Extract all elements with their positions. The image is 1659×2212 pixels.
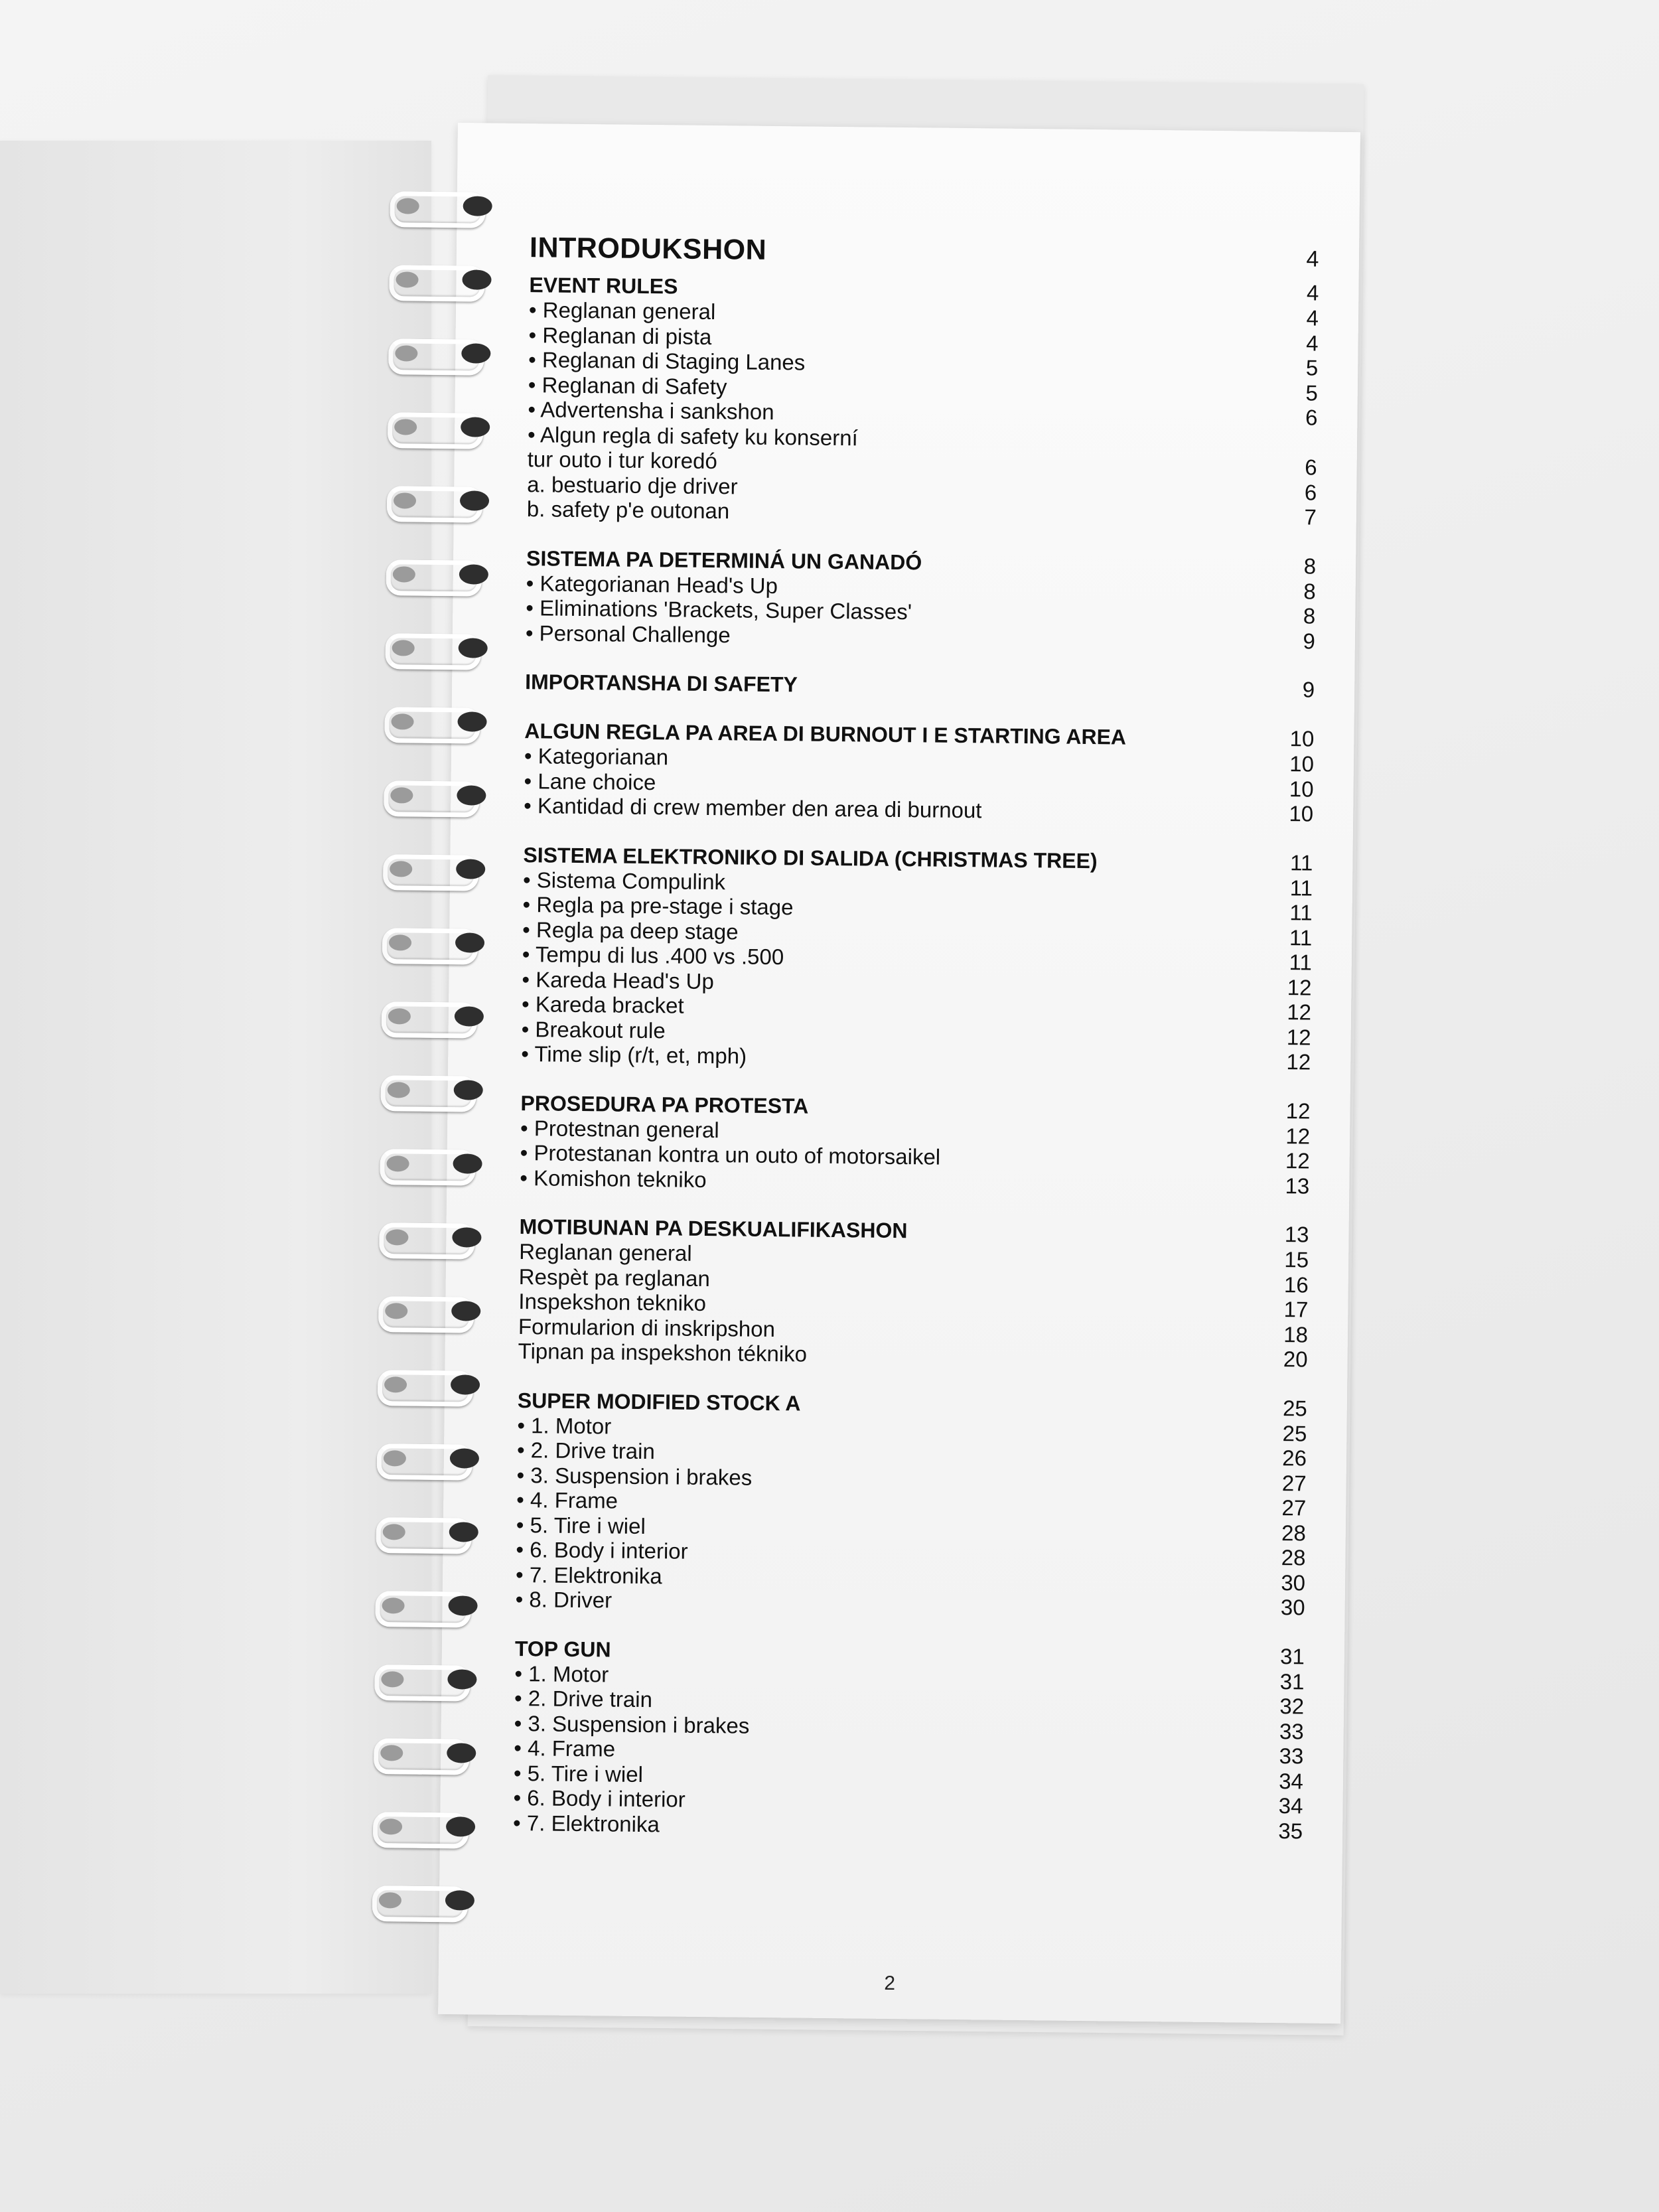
toc-entry-label: • 3. Suspension i brakes bbox=[514, 1710, 750, 1738]
toc-entry-label: • Eliminations 'Brackets, Super Classes' bbox=[526, 595, 912, 625]
toc-entry-label: • Advertensha i sankshon bbox=[528, 397, 774, 425]
toc-section-page: 25 bbox=[1282, 1395, 1307, 1421]
toc-entry-label: • Time slip (r/t, et, mph) bbox=[521, 1041, 747, 1069]
toc-entry-label: • Kantidad di crew member den area di burnout bbox=[524, 793, 982, 823]
spiral-coil bbox=[372, 1880, 472, 1919]
toc-section-page: 9 bbox=[1302, 677, 1315, 702]
toc-section-heading: PROSEDURA PA PROTESTA bbox=[520, 1090, 809, 1118]
spiral-coil bbox=[386, 554, 486, 593]
spiral-coil bbox=[376, 1512, 476, 1550]
toc-entry-page: 34 bbox=[1278, 1793, 1303, 1818]
toc-entry-label: • 6. Body i interior bbox=[513, 1785, 685, 1812]
spiral-coil bbox=[380, 1070, 480, 1108]
toc-entry-page: 32 bbox=[1279, 1694, 1305, 1719]
toc-entry-label: Reglanan general bbox=[519, 1239, 692, 1266]
toc-entry-page: 26 bbox=[1282, 1445, 1307, 1471]
toc-entry-label: • Komishon tekniko bbox=[520, 1165, 707, 1192]
toc-entry-page: 34 bbox=[1278, 1768, 1304, 1793]
toc-section-page: 8 bbox=[1303, 553, 1317, 579]
toc-section-page: 13 bbox=[1284, 1222, 1309, 1247]
spiral-coil bbox=[388, 407, 488, 445]
spiral-coil bbox=[389, 259, 489, 298]
toc-section-page: 12 bbox=[1285, 1098, 1311, 1124]
spiral-coil bbox=[387, 480, 487, 519]
toc-entry-label: Tipnan pa inspekshon tékniko bbox=[518, 1339, 808, 1366]
toc-section-heading: ALGUN REGLA PA AREA DI BURNOUT I E STARTING AREA bbox=[524, 719, 1127, 749]
toc-entry-page: 15 bbox=[1284, 1247, 1309, 1272]
toc-section-heading: SISTEMA PA DETERMINÁ UN GANADÓ bbox=[526, 546, 922, 574]
toc-entry-label: • Reglanan di Safety bbox=[528, 372, 727, 399]
toc-entry-page: 6 bbox=[1305, 455, 1317, 480]
toc-entry-label: • 5. Tire i wiel bbox=[513, 1760, 644, 1787]
toc-entry-label: • Reglanan di Staging Lanes bbox=[528, 347, 806, 375]
toc-section bbox=[524, 718, 1315, 826]
toc-title-page: 4 bbox=[1306, 246, 1320, 272]
toc-entry-label: • Lane choice bbox=[524, 768, 656, 794]
toc-entry-page: 20 bbox=[1283, 1347, 1308, 1372]
toc-entry-page: 9 bbox=[1303, 628, 1316, 654]
toc-section-heading: IMPORTANSHA DI SAFETY bbox=[524, 670, 798, 697]
toc-section-page: 4 bbox=[1306, 280, 1319, 305]
toc-entry-page bbox=[1277, 449, 1317, 450]
toc-section bbox=[518, 1214, 1309, 1372]
spiral-coil bbox=[377, 1438, 477, 1477]
toc-entry-page: 11 bbox=[1289, 900, 1313, 925]
toc-entry-page: 28 bbox=[1281, 1545, 1306, 1570]
spiral-coil bbox=[390, 186, 490, 224]
toc-entry-page: 8 bbox=[1303, 578, 1316, 604]
document-page bbox=[438, 123, 1360, 2024]
toc-section-page: 31 bbox=[1279, 1643, 1305, 1668]
toc-entry-label: • 1. Motor bbox=[517, 1412, 612, 1439]
spiral-coil bbox=[385, 628, 485, 666]
toc-section-heading: TOP GUN bbox=[514, 1636, 611, 1662]
toc-entry-page: 35 bbox=[1278, 1818, 1303, 1843]
toc-entry-label: • 5. Tire i wiel bbox=[516, 1512, 646, 1538]
toc-entry-page: 10 bbox=[1289, 801, 1314, 826]
toc-entry-label: • Protestnan general bbox=[520, 1115, 719, 1142]
spiral-coil bbox=[388, 333, 488, 372]
toc-entry-label: • 2. Drive train bbox=[516, 1438, 656, 1464]
toc-entry-label: • Regla pa deep stage bbox=[522, 917, 739, 944]
toc-entry-page: 12 bbox=[1286, 1049, 1311, 1074]
toc-entry-label: • 1. Motor bbox=[514, 1660, 609, 1687]
toc-entry-page: 12 bbox=[1285, 1123, 1311, 1149]
page-number: 2 bbox=[884, 1972, 896, 1995]
toc-entry-page: 30 bbox=[1280, 1595, 1305, 1620]
toc-entry-page: 5 bbox=[1305, 380, 1319, 406]
toc-section bbox=[516, 1388, 1307, 1620]
table-of-contents bbox=[513, 216, 1319, 1843]
toc-entry-page: 6 bbox=[1304, 479, 1317, 505]
toc-entry-label: a. bestuario dje driver bbox=[527, 471, 738, 498]
toc-entry-page: 18 bbox=[1283, 1321, 1309, 1347]
toc-entry-label: • 4. Frame bbox=[516, 1487, 618, 1513]
toc-entry-label: • Protestanan kontra un outo of motorsaikel bbox=[520, 1140, 941, 1169]
toc-entry-label: • Sistema Compulink bbox=[522, 867, 726, 894]
toc-section-heading: SUPER MODIFIED STOCK A bbox=[517, 1388, 801, 1416]
toc-section bbox=[527, 272, 1319, 530]
toc-entry-label: • 7. Elektronika bbox=[515, 1562, 662, 1588]
toc-title: INTRODUKSHON bbox=[529, 232, 767, 266]
toc-section-page: 10 bbox=[1289, 726, 1315, 751]
spiral-coil bbox=[380, 1143, 480, 1182]
toc-entry-page: 27 bbox=[1281, 1470, 1307, 1496]
toc-entry-page: 4 bbox=[1306, 330, 1319, 356]
toc-entry-label: • Personal Challenge bbox=[525, 620, 731, 647]
toc-section bbox=[520, 1090, 1311, 1199]
spiral-coil bbox=[384, 775, 484, 814]
toc-entry-page: 11 bbox=[1289, 950, 1313, 975]
toc-entry-page: 33 bbox=[1279, 1743, 1304, 1769]
toc-entry-label: • Kareda bracket bbox=[521, 992, 684, 1018]
toc-entry-label: tur outo i tur koredó bbox=[527, 447, 718, 474]
toc-section bbox=[513, 1636, 1305, 1844]
toc-entry-label: • 4. Frame bbox=[514, 1735, 616, 1761]
spiral-coil bbox=[373, 1806, 473, 1845]
toc-title-row bbox=[530, 216, 1320, 272]
spiral-coil bbox=[374, 1733, 474, 1771]
spiral-coil bbox=[382, 922, 482, 961]
toc-entry-page: 16 bbox=[1283, 1272, 1309, 1297]
spiral-coil bbox=[384, 701, 484, 740]
toc-entry-page: 11 bbox=[1289, 924, 1313, 950]
toc-entry-label: • 3. Suspension i brakes bbox=[516, 1462, 753, 1490]
spiral-coil bbox=[378, 1291, 478, 1329]
toc-entry-label: • Regla pa pre-stage i stage bbox=[522, 892, 794, 920]
toc-entry-label: b. safety p'e outonan bbox=[526, 496, 730, 524]
toc-entry-page: 10 bbox=[1289, 751, 1315, 776]
spiral-coil bbox=[375, 1585, 475, 1624]
toc-section-page: 11 bbox=[1289, 849, 1313, 875]
spiral-coil bbox=[379, 1217, 479, 1256]
toc-entry-label: • Breakout rule bbox=[521, 1016, 666, 1043]
toc-entry-page: 25 bbox=[1282, 1420, 1307, 1446]
toc-entry-label: • Kategorianan bbox=[524, 743, 669, 770]
toc-sections bbox=[513, 272, 1319, 1843]
toc-section bbox=[521, 842, 1313, 1074]
toc-entry-page: 17 bbox=[1283, 1297, 1309, 1322]
toc-entry-label: • Algun regla di safety ku konserní bbox=[527, 421, 858, 450]
toc-section-heading: MOTIBUNAN PA DESKUALIFIKASHON bbox=[519, 1215, 908, 1243]
toc-entry-label: • 8. Driver bbox=[515, 1587, 613, 1613]
toc-entry-page: 30 bbox=[1281, 1570, 1306, 1595]
toc-entry-page: 33 bbox=[1279, 1718, 1304, 1743]
toc-entry-page: 12 bbox=[1286, 1024, 1311, 1050]
toc-entry-label: • 7. Elektronika bbox=[512, 1810, 660, 1836]
toc-entry-page: 28 bbox=[1281, 1520, 1307, 1545]
toc-entry-page: 5 bbox=[1305, 355, 1319, 380]
toc-entry-label: Inspekshon tekniko bbox=[518, 1289, 707, 1316]
toc-entry-label: Respèt pa reglanan bbox=[518, 1264, 711, 1291]
spiral-coil bbox=[378, 1364, 478, 1403]
toc-entry-label: • Kategorianan Head's Up bbox=[526, 570, 778, 598]
toc-entry-page: 12 bbox=[1287, 974, 1312, 1000]
toc-entry-page: 7 bbox=[1304, 504, 1317, 530]
toc-entry-label: • Kareda Head's Up bbox=[522, 966, 715, 994]
toc-entry-page: 31 bbox=[1279, 1668, 1305, 1694]
toc-entry-page: 12 bbox=[1287, 999, 1312, 1025]
spiral-binding bbox=[360, 186, 511, 1979]
toc-entry-page: 10 bbox=[1289, 776, 1314, 802]
toc-entry-page: 13 bbox=[1285, 1173, 1310, 1199]
toc-entry-page: 8 bbox=[1303, 603, 1316, 628]
toc-entry-page: 12 bbox=[1285, 1148, 1310, 1173]
toc-entry-page: 6 bbox=[1305, 405, 1318, 430]
toc-entry-label: • 2. Drive train bbox=[514, 1686, 653, 1712]
spiral-coil bbox=[382, 996, 482, 1035]
toc-entry-label: • Reglanan general bbox=[528, 297, 716, 325]
spiral-coil bbox=[374, 1659, 474, 1698]
toc-entry-label: Formularion di inskripshon bbox=[518, 1313, 776, 1341]
toc-entry-page: 11 bbox=[1289, 875, 1313, 901]
toc-entry-page: 4 bbox=[1306, 305, 1319, 331]
toc-section bbox=[525, 669, 1315, 702]
spiral-coil bbox=[383, 849, 483, 887]
toc-section-heading-row bbox=[525, 669, 1315, 702]
toc-section-heading: SISTEMA ELEKTRONIKO DI SALIDA (CHRISTMAS TREE) bbox=[523, 842, 1098, 873]
toc-section-heading: EVENT RULES bbox=[529, 273, 678, 299]
toc-entry-label: • Tempu di lus .400 vs .500 bbox=[522, 942, 784, 970]
toc-section bbox=[526, 546, 1317, 654]
toc-entry-page: 27 bbox=[1281, 1495, 1307, 1520]
toc-entry-label: • 6. Body i interior bbox=[516, 1537, 688, 1564]
toc-entry-label: • Reglanan di pista bbox=[528, 322, 712, 349]
